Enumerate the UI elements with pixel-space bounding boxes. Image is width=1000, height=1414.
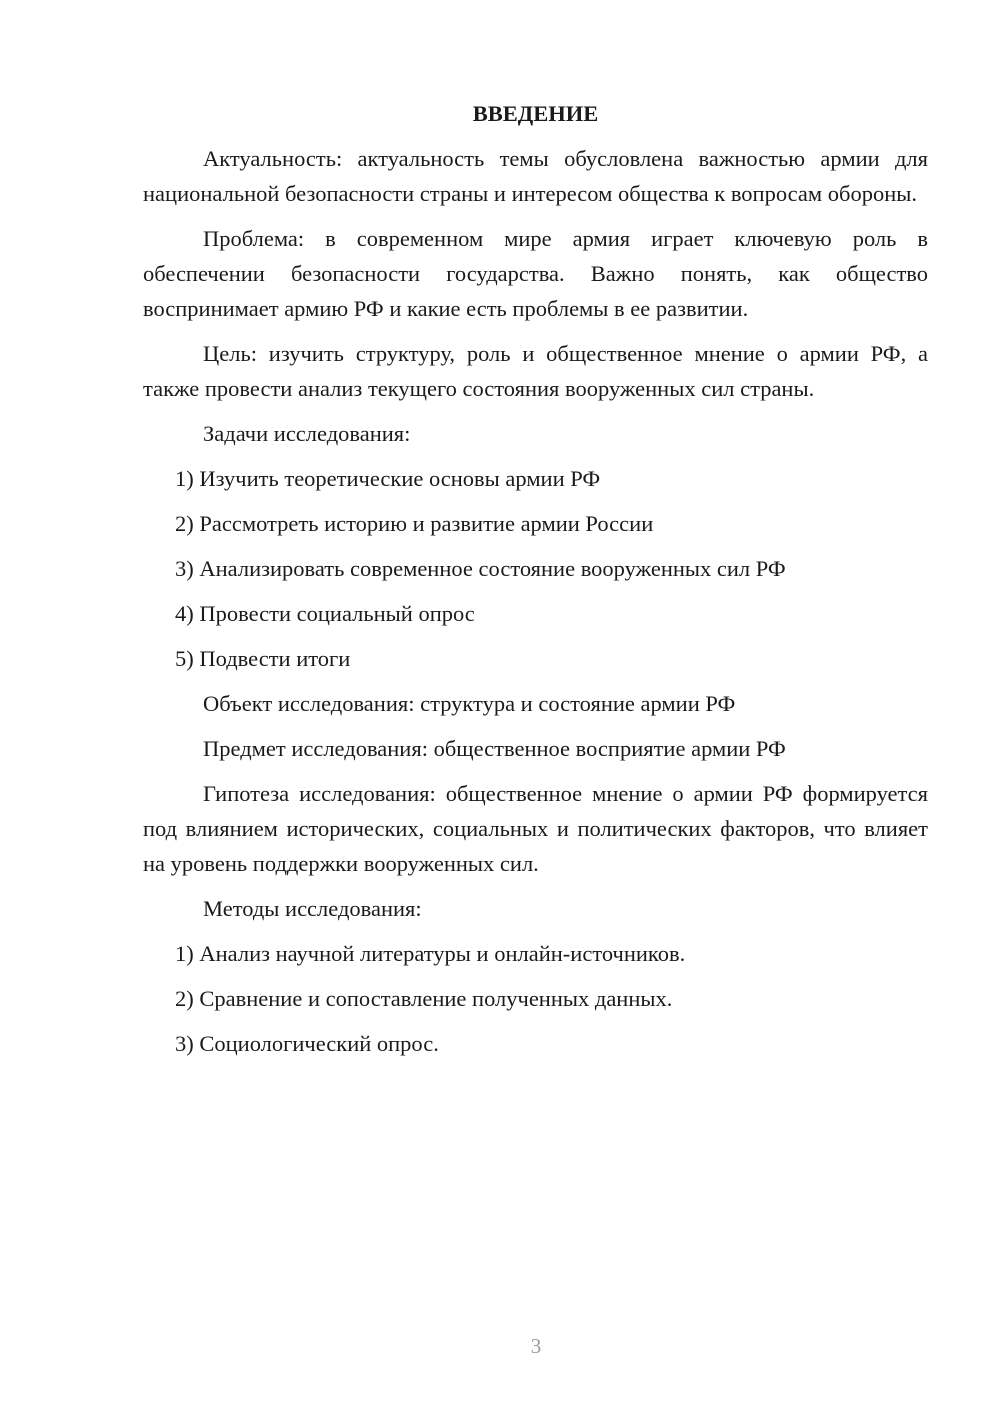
page-title: ВВЕДЕНИЕ (472, 101, 599, 126)
hypothesis-paragraph: Гипотеза исследования: общественное мнение о армии РФ формируется под влиянием исторических, социальных и политических факторов, что влияет на уровень поддержки вооруженных сил. (143, 781, 928, 876)
method-item: 3) Социологический опрос. (175, 1031, 439, 1056)
goal-paragraph: Цель: изучить структуру, роль и общественное мнение о армии РФ, а также провести анализ текущего состояния вооруженных сил страны. (143, 341, 928, 401)
method-item: 2) Сравнение и сопоставление полученных данных. (175, 986, 673, 1011)
methods-heading: Методы исследования: (203, 896, 422, 921)
relevance-paragraph: Актуальность: актуальность темы обусловлена важностью армии для национальной безопасности страны и интересом общества к вопросам обороны. (143, 146, 928, 206)
page-content (143, 96, 928, 1071)
task-item: 3) Анализировать современное состояние вооруженных сил РФ (175, 556, 786, 581)
page-number: 3 (530, 1334, 542, 1358)
method-item: 1) Анализ научной литературы и онлайн-источников. (175, 941, 686, 966)
task-item: 1) Изучить теоретические основы армии РФ (175, 466, 601, 491)
task-item: 2) Рассмотреть историю и развитие армии России (175, 511, 654, 536)
task-item: 4) Провести социальный опрос (175, 601, 475, 626)
task-item: 5) Подвести итоги (175, 646, 351, 671)
research-object: Объект исследования: структура и состояние армии РФ (203, 691, 736, 716)
problem-paragraph: Проблема: в современном мире армия играет ключевую роль в обеспечении безопасности государства. Важно понять, как общество воспринимает армию РФ и какие есть проблемы в ее развитии. (143, 226, 928, 321)
research-subject: Предмет исследования: общественное восприятие армии РФ (203, 736, 786, 761)
tasks-heading: Задачи исследования: (203, 421, 411, 446)
